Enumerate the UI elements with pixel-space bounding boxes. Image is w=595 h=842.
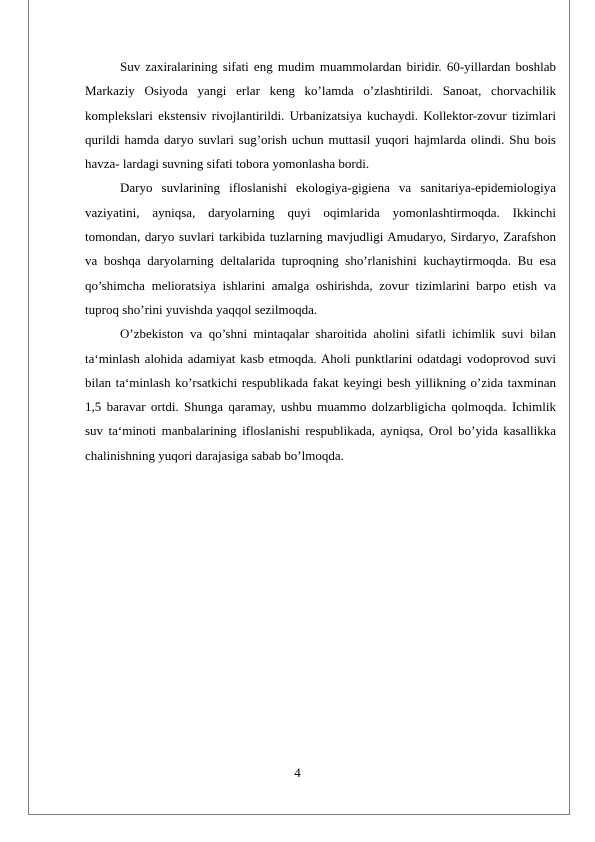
- paragraph-drinking-water: O’zbekiston va qo’shni mintaqalar sharoitida aholini sifatli ichimlik suvi bilan ta‘minlash alohida adamiyat kasb etmoqda. Aholi punktlarini odatdagi vodoprovod suvi bilan ta‘minlash ko’rsatkichi respublikada fakat keyingi besh yillikning o’zida taxminan 1,5 baravar ortdi. Shunga qaramay, ushbu muammo dolzarbligicha qolmoqda. Ichimlik suv ta‘minoti manbalarining ifloslanishi respublikada, ayniqsa, Orol bo’yida kasallikka chalinishning yuqori darajasiga sabab bo’lmoqda.: [85, 326, 556, 463]
- paragraph-river-pollution: Daryo suvlarining ifloslanishi ekologiya-gigiena va sanitariya-epidemiologiya vaziyatini, ayniqsa, daryolarning quyi oqimlarida yomonlashtirmoqda. Ikkinchi tomondan, daryo suvlari tarkibida tuzlarning mavjudligi Amudaryo, Sirdaryo, Zarafshon va boshqa daryolarning deltalarida tuproqning sho’rlanishini kuchaytirmoqda. Bu esa qo’shimcha melioratsiya ishlarini amalga oshirishda, zovur tizimlarini barpo etish va tuproq sho’rini yuvishda yaqqol sezilmoqda.: [85, 180, 556, 317]
- paragraph-water-quality: Suv zaxiralarining sifati eng mudim muammolardan biridir. 60-yillardan boshlab Markaziy Osiyoda yangi erlar keng ko’lamda o’zlashtirildi. Sanoat, chorvachilik komplekslari ekstensiv rivojlantirildi. Urbanizatsiya kuchaydi. Kollektor-zovur tizimlari qurildi hamda daryo suvlari sug’orish uchun muttasil yuqori hajmlarda olindi. Shu bois havza- lardagi suvning sifati tobora yomonlasha bordi.: [85, 59, 556, 172]
- page-number: 4: [294, 765, 301, 780]
- document-body: [85, 55, 556, 468]
